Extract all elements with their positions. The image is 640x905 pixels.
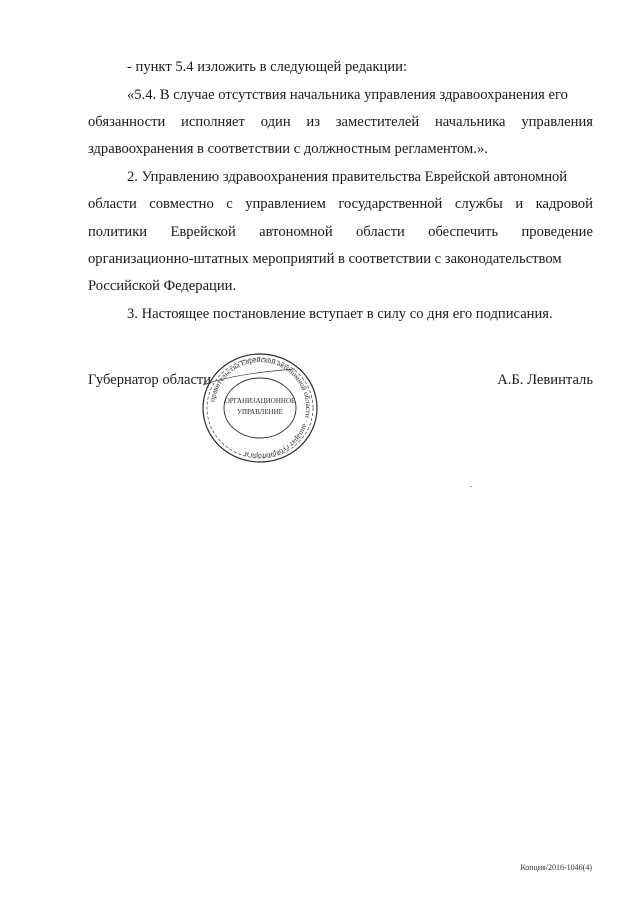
official-stamp xyxy=(195,347,325,469)
stamp-ring-textpath: правительства Еврейской автономной области · аппарат губернатора и xyxy=(207,354,314,462)
text-line-4: здравоохранения в соответствии с должностным регламентом.». xyxy=(88,141,488,157)
text-line-7 xyxy=(88,224,593,241)
word: исполняет xyxy=(181,114,245,130)
scan-speck xyxy=(470,486,472,487)
text-line-9: Российской Федерации. xyxy=(88,278,237,294)
word: проведение xyxy=(521,224,593,240)
text-line-5: 2. Управлению здравоохранения правительства Еврейской автономной xyxy=(127,169,568,185)
word: области xyxy=(88,196,137,212)
word: заместителей xyxy=(335,114,420,130)
stamp-center-line1: ОРГАНИЗАЦИОННОЕ xyxy=(224,397,296,405)
word: политики xyxy=(88,224,148,240)
word: совместно xyxy=(149,196,214,212)
word: Еврейской xyxy=(170,224,236,240)
text-line-2: «5.4. В случае отсутствия начальника управления здравоохранения его xyxy=(127,87,568,103)
signature-stroke xyxy=(203,369,295,385)
text-line-1: - пункт 5.4 изложить в следующей редакции: xyxy=(127,59,408,75)
footer-code: Копция/2016-1046(4) xyxy=(520,863,592,872)
word: с xyxy=(226,196,233,212)
word: автономной xyxy=(259,224,333,240)
text-line-3 xyxy=(88,114,593,131)
text-line-6 xyxy=(88,196,593,213)
word: обеспечить xyxy=(428,224,499,240)
word: управлением xyxy=(245,196,326,212)
text-line-10: 3. Настоящее постановление вступает в силу со дня его подписания. xyxy=(127,306,553,322)
signatory-title: Губернатор области xyxy=(88,372,212,388)
text-line-8: организационно-штатных мероприятий в соответствии с законодательством xyxy=(88,251,562,267)
word: начальника xyxy=(434,114,506,130)
word: управления xyxy=(521,114,593,130)
word: один xyxy=(260,114,291,130)
word: и xyxy=(515,196,524,212)
signatory-name: А.Б. Левинталь xyxy=(497,372,593,388)
word: из xyxy=(306,114,320,130)
word: обязанности xyxy=(88,114,166,130)
stamp-center-line2: УПРАВЛЕНИЕ xyxy=(237,408,283,416)
word: кадровой xyxy=(535,196,593,212)
word: государственной xyxy=(338,196,443,212)
word: области xyxy=(355,224,405,240)
word: службы xyxy=(454,196,503,212)
